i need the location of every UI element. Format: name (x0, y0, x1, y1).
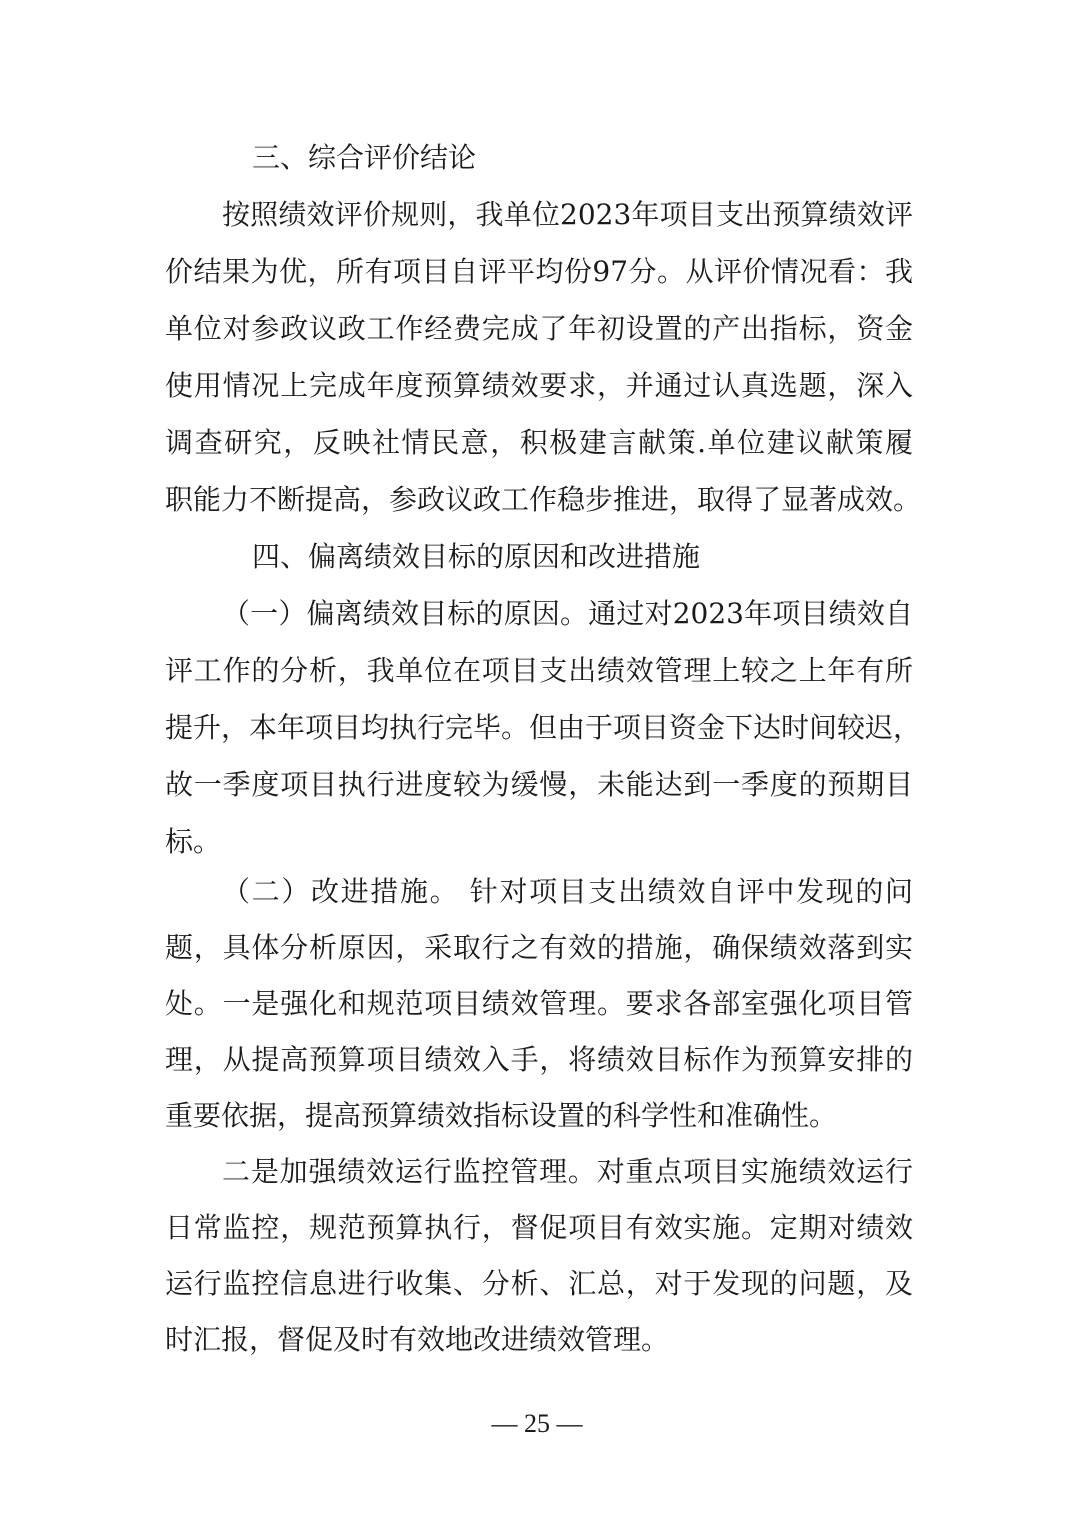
paragraph-line: （二）改进措施。 针对项目支出绩效自评中发现的问 (222, 875, 913, 908)
paragraph-line: 时汇报，督促及时有效地改进绩效管理。 (165, 1323, 670, 1356)
section-heading-4: 四、偏离绩效目标的原因和改进措施 (252, 540, 701, 573)
paragraph-line: （一）偏离绩效目标的原因。通过对2023年项目绩效自 (222, 597, 913, 630)
paragraph-line: 评工作的分析，我单位在项目支出绩效管理上较之上年有所 (165, 654, 913, 687)
paragraph-line: 提升，本年项目均执行完毕。但由于项目资金下达时间较迟， (165, 711, 922, 744)
paragraph-line: 价结果为优，所有项目自评平均份97分。从评价情况看：我 (165, 255, 913, 288)
paragraph-line: 运行监控信息进行收集、分析、汇总，对于发现的问题，及 (165, 1267, 913, 1300)
section-heading-3: 三、综合评价结论 (252, 141, 477, 174)
paragraph-line: 使用情况上完成年度预算绩效要求，并通过认真选题，深入 (165, 369, 913, 402)
paragraph-line: 调查研究，反映社情民意，积极建言献策.单位建议献策履 (165, 426, 913, 459)
paragraph-line: 按照绩效评价规则，我单位2023年项目支出预算绩效评 (222, 198, 913, 231)
paragraph-line: 日常监控，规范预算执行，督促项目有效实施。定期对绩效 (165, 1211, 913, 1244)
paragraph-line: 故一季度项目执行进度较为缓慢，未能达到一季度的预期目 (165, 768, 913, 801)
paragraph-line: 题，具体分析原因，采取行之有效的措施，确保绩效落到实 (165, 931, 913, 964)
paragraph-line: 理，从提高预算项目绩效入手，将绩效目标作为预算安排的 (165, 1043, 913, 1076)
paragraph-line: 单位对参政议政工作经费完成了年初设置的产出指标，资金 (165, 312, 913, 345)
paragraph-line: 处。一是强化和规范项目绩效管理。要求各部室强化项目管 (165, 987, 913, 1020)
paragraph-line: 重要依据，提高预算绩效指标设置的科学性和准确性。 (165, 1099, 838, 1132)
page-number: — 25 — (491, 1409, 583, 1438)
paragraph-line: 职能力不断提高，参政议政工作稳步推进，取得了显著成效。 (165, 483, 922, 516)
paragraph-line: 二是加强绩效运行监控管理。对重点项目实施绩效运行 (222, 1155, 913, 1188)
paragraph-line: 标。 (165, 825, 222, 858)
